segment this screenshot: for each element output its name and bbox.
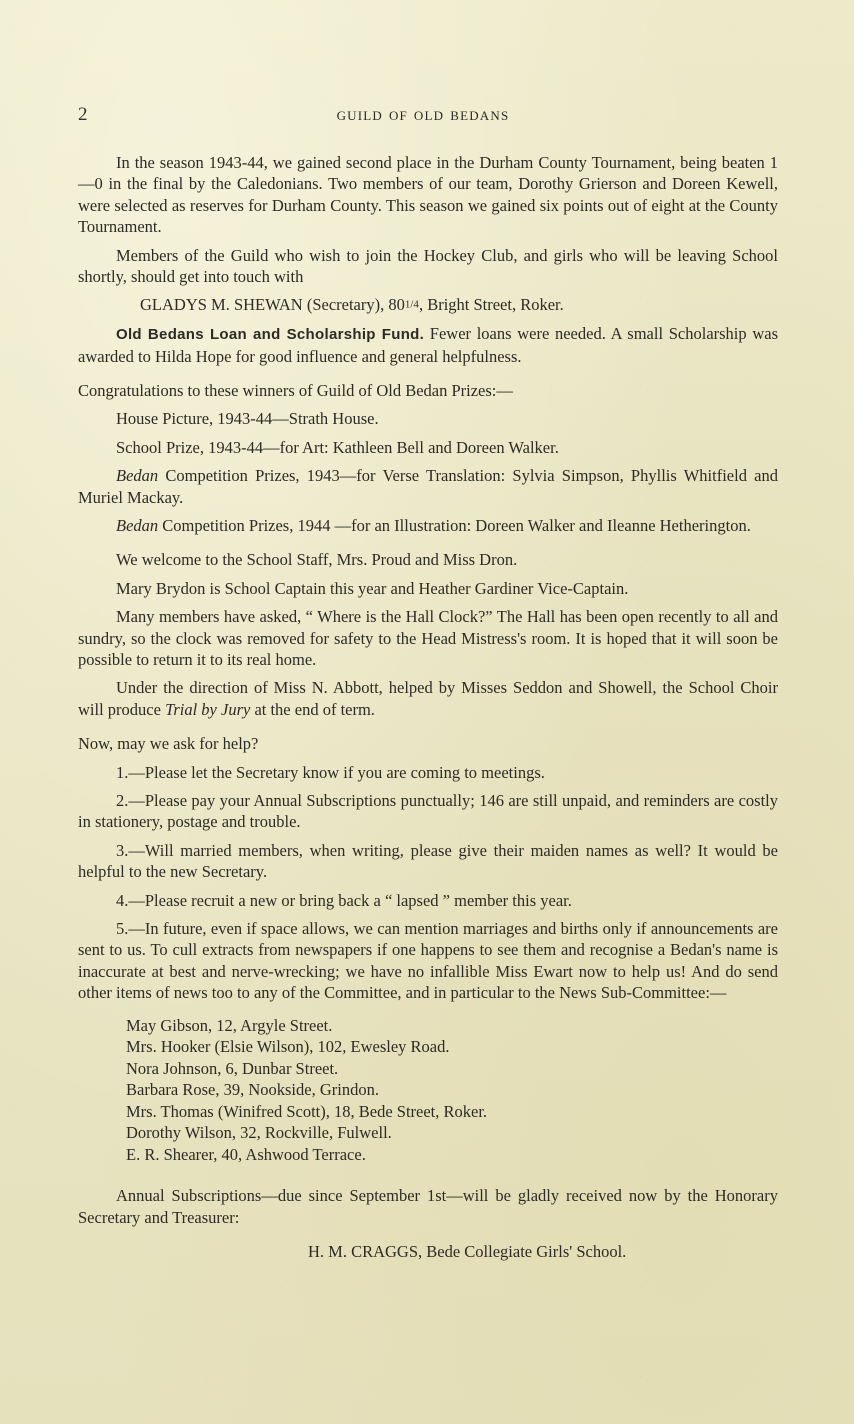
- page-header: [78, 104, 778, 126]
- prize-bedan-1943-text: Competition Prizes, 1943—for Verse Translation: Sylvia Simpson, Phyllis Whitfield and Muriel Mackay.: [78, 466, 778, 507]
- paragraph-loan-scholarship-fund: [78, 323, 778, 367]
- loan-fund-heading: Old Bedans Loan and Scholarship Fund.: [116, 326, 425, 344]
- help-request-list: [78, 762, 778, 1004]
- treasurer-signature: H. M. CRAGGS, Bede Collegiate Girls' School.: [308, 1241, 627, 1261]
- prize-bedan-1943: [78, 465, 778, 508]
- committee-address-list: [126, 1015, 778, 1166]
- choir-production-title: Trial by Jury: [165, 699, 251, 719]
- prize-bedan-1944-title: Bedan: [116, 515, 159, 535]
- running-head: guild of old bedans: [336, 104, 510, 125]
- page-number: 2: [78, 104, 88, 125]
- secretary-address-fraction: 1/4: [404, 298, 419, 311]
- choir-text-pre: Under the direction of Miss N. Abbott, helped by Misses Seddon and Showell, the School Choir will produce: [78, 678, 778, 719]
- paragraph-congratulations-intro: Congratulations to these winners of Guild of Old Bedan Prizes:—: [78, 380, 513, 400]
- list-item: E. R. Shearer, 40, Ashwood Terrace.: [126, 1144, 366, 1164]
- prize-bedan-1944-text: Competition Prizes, 1944 —for an Illustration: Doreen Walker and Ileanne Hetherington.: [158, 515, 751, 535]
- help-item-2: 2.—Please pay your Annual Subscriptions punctually; 146 are still unpaid, and reminders are costly in stationery, postage and trouble.: [78, 791, 778, 832]
- paragraph-school-choir: [78, 677, 778, 720]
- paragraph-hockey-season: In the season 1943-44, we gained second place in the Durham County Tournament, being beaten 1—0 in the final by the Caledonians. Two members of our team, Dorothy Grierson and Doreen Kewell, were selected as reserves for Durham County. This season we gained six points out of eight at the County Tournament.: [78, 153, 778, 237]
- paragraph-help-intro: Now, may we ask for help?: [78, 734, 259, 754]
- list-item: Mrs. Thomas (Winifred Scott), 18, Bede Street, Roker.: [126, 1101, 488, 1121]
- prize-bedan-1943-title: Bedan: [116, 466, 159, 486]
- prize-school-art: School Prize, 1943-44—for Art: Kathleen Bell and Doreen Walker.: [116, 437, 559, 457]
- paragraph-join-hockey-club: Members of the Guild who wish to join the Hockey Club, and girls who will be leaving School shortly, should get into touch with: [78, 245, 778, 287]
- paragraph-school-captains: Mary Brydon is School Captain this year and Heather Gardiner Vice-Captain.: [116, 578, 629, 598]
- help-item-1: 1.—Please let the Secretary know if you are coming to meetings.: [116, 762, 545, 782]
- secretary-address-line: [78, 294, 778, 316]
- list-item: Dorothy Wilson, 32, Rockville, Fulwell.: [126, 1123, 392, 1143]
- list-item: Nora Johnson, 6, Dunbar Street.: [126, 1058, 339, 1078]
- prize-house-picture: House Picture, 1943-44—Strath House.: [116, 409, 379, 429]
- list-item: May Gibson, 12, Argyle Street.: [126, 1015, 333, 1035]
- prize-bedan-1944: [78, 515, 778, 536]
- secretary-address-post: , Bright Street, Roker.: [418, 295, 564, 315]
- list-item: Mrs. Hooker (Elsie Wilson), 102, Ewesley Road.: [126, 1037, 450, 1057]
- paragraph-welcome-staff: We welcome to the School Staff, Mrs. Proud and Miss Dron.: [116, 550, 518, 570]
- choir-text-post: at the end of term.: [250, 699, 375, 719]
- help-item-3: 3.—Will married members, when writing, please give their maiden names as well? It would be helpful to the new Secretary.: [78, 840, 778, 882]
- help-item-4: 4.—Please recruit a new or bring back a “ lapsed ” member this year.: [116, 890, 572, 910]
- loan-fund-text: Fewer loans were needed. A small Scholarship was awarded to Hilda Hope for good influence and general helpfulness.: [78, 324, 778, 366]
- paragraph-hall-clock: Many members have asked, “ Where is the Hall Clock?” The Hall has been open recently to all and sundry, so the clock was removed for safety to the Head Mistress's room. It is hoped that it will soon be possible to return it to its real home.: [78, 607, 778, 669]
- secretary-name-address-pre: GLADYS M. SHEWAN (Secretary), 80: [140, 295, 405, 315]
- help-item-5: 5.—In future, even if space allows, we can mention marriages and births only if announcements are sent to us. To cull extracts from newspapers if one happens to see them and recognise a Bedan's name is inaccurate at best and nerve-wrecking; we have no infallible Miss Ewart now to help us! And do send other items of news too to any of the Committee, and in particular to the News Sub-Committee:—: [78, 919, 778, 1003]
- paragraph-annual-subscriptions: Annual Subscriptions—due since September 1st—will be gladly received now by the Honorary Secretary and Treasurer:: [78, 1186, 778, 1227]
- list-item: Barbara Rose, 39, Nookside, Grindon.: [126, 1080, 379, 1100]
- page-content: [78, 104, 778, 1263]
